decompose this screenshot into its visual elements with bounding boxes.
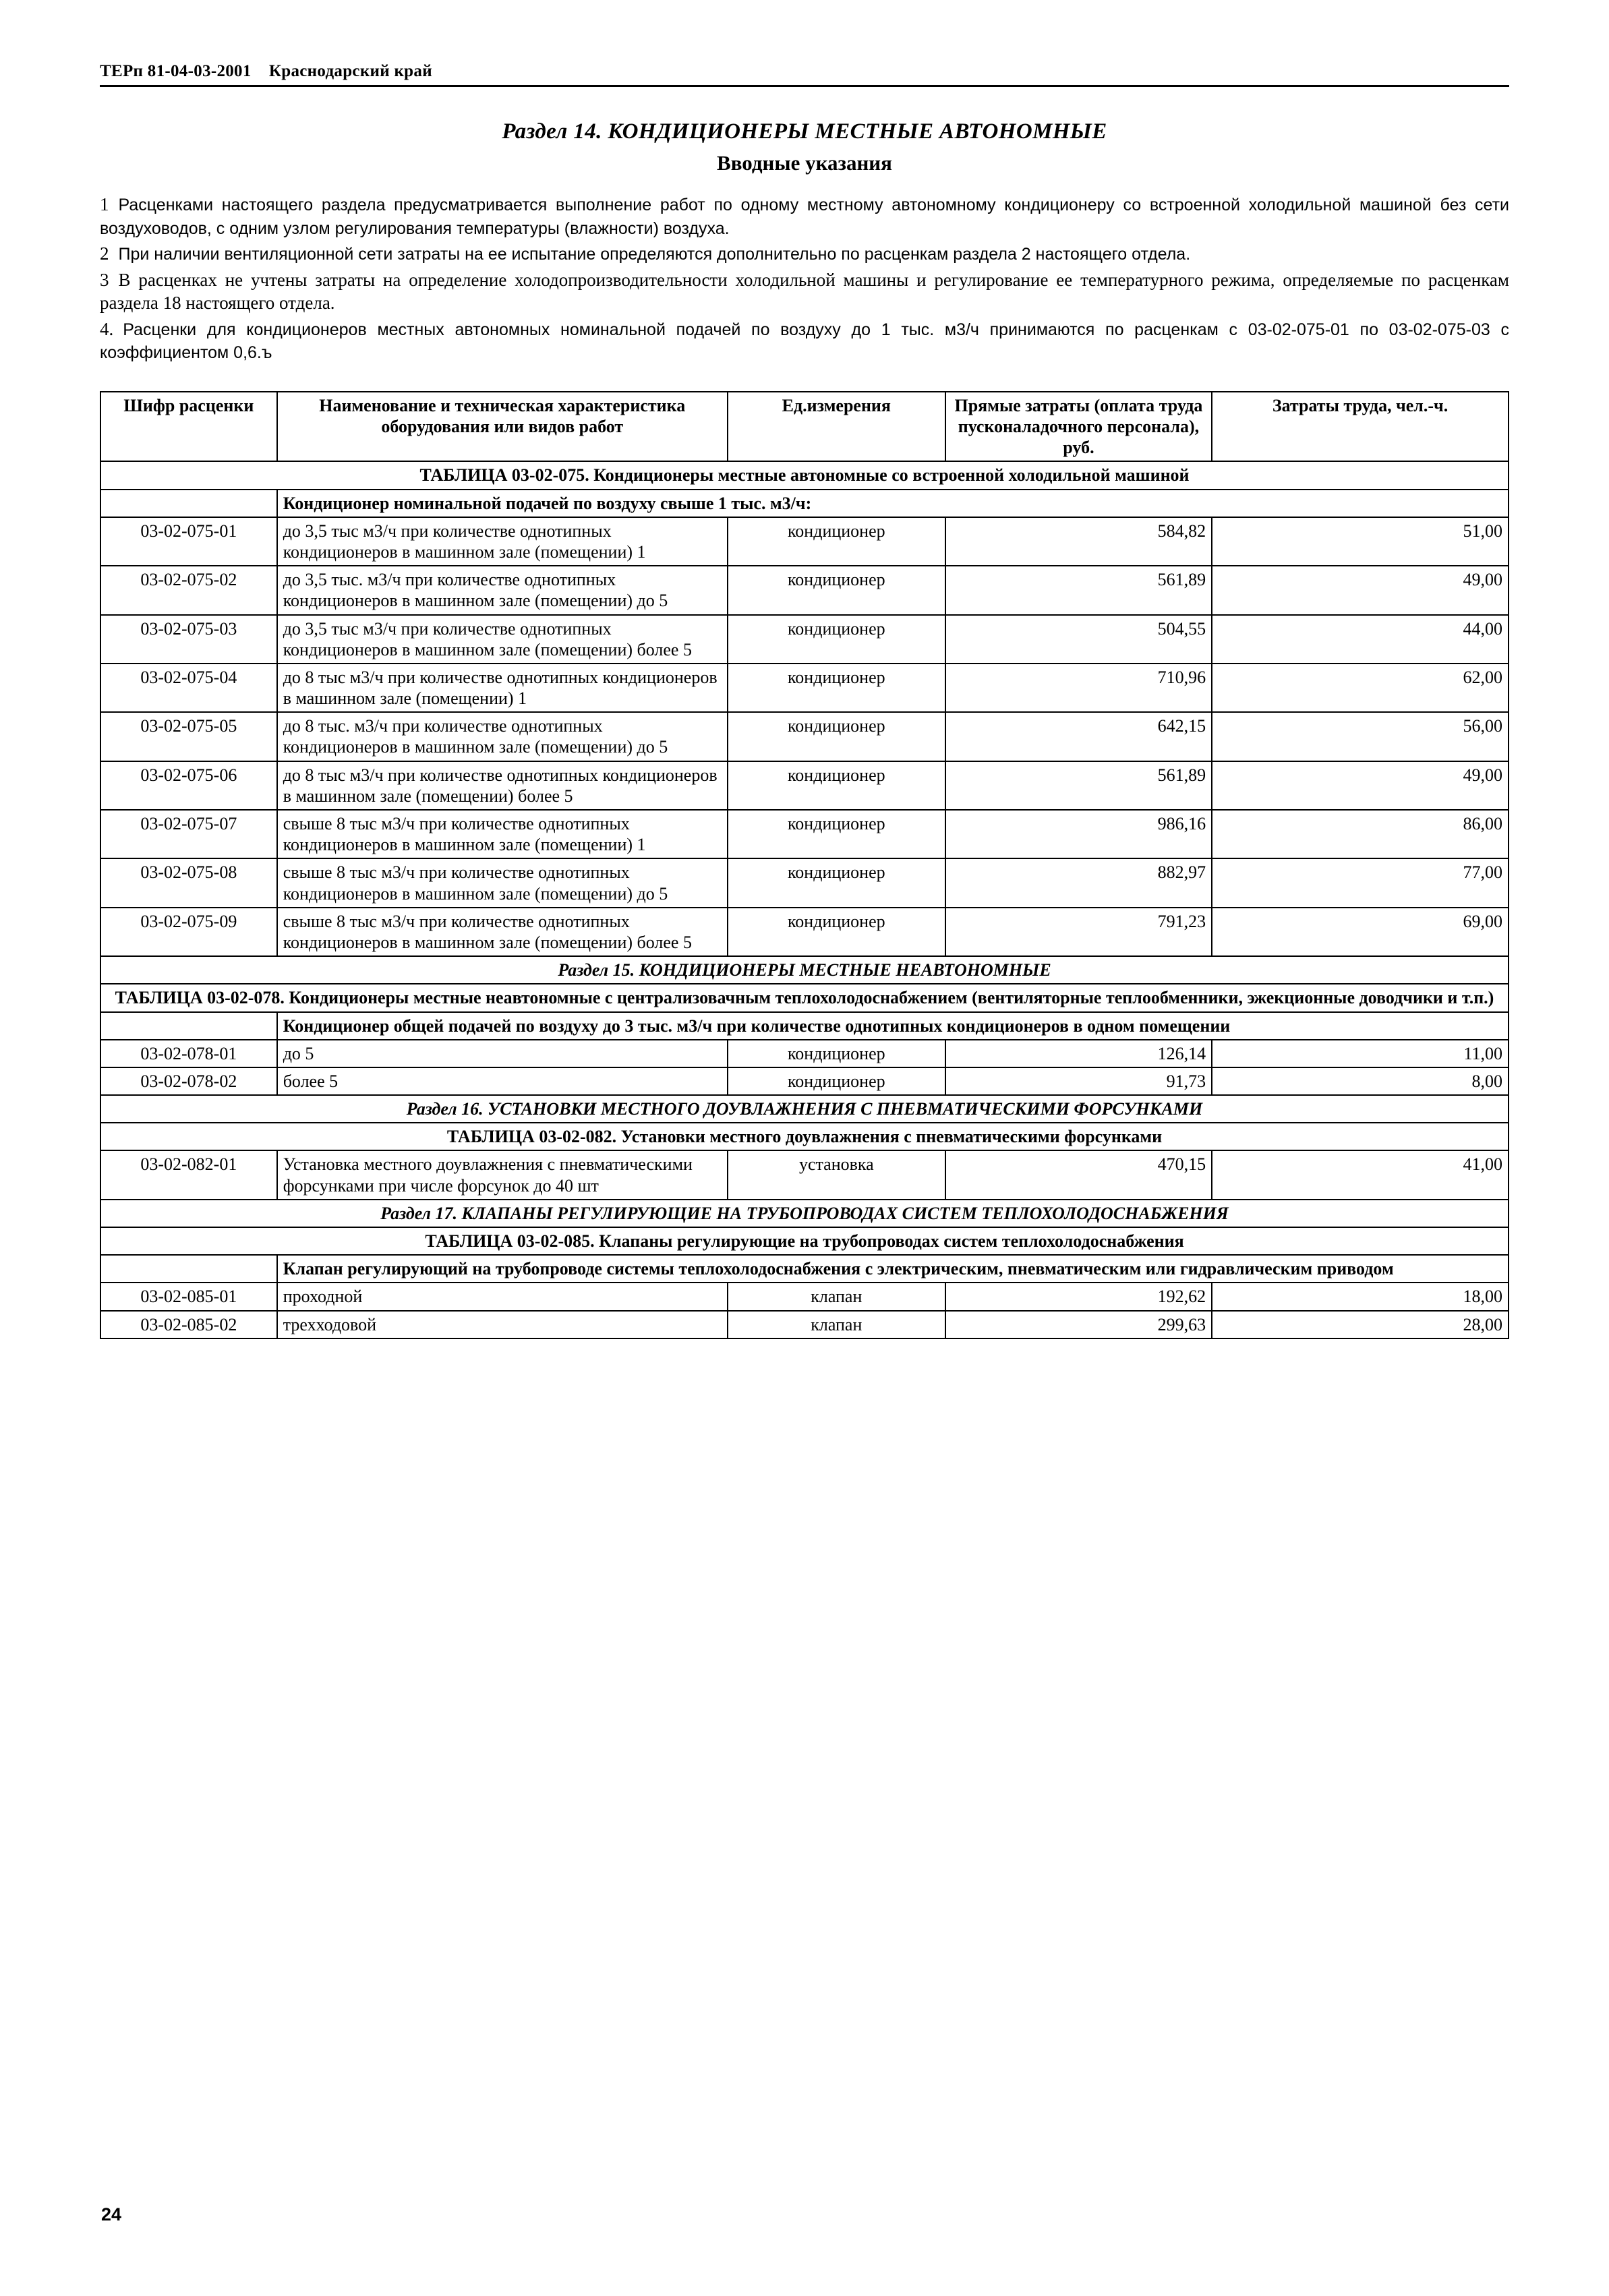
- cell-labor-cost: 51,00: [1212, 517, 1509, 566]
- cell-description: проходной: [277, 1283, 728, 1310]
- table-banner-row: [100, 461, 1509, 489]
- column-header-unit: Ед.измерения: [728, 392, 945, 462]
- table-row: [100, 1040, 1509, 1067]
- cell-direct-cost: 986,16: [945, 810, 1212, 858]
- table-subheading-spacer: [100, 1012, 277, 1040]
- cell-description: свыше 8 тыс м3/ч при количестве однотипных кондиционеров в машинном зале (помещении) 1: [277, 810, 728, 858]
- cell-description: более 5: [277, 1067, 728, 1095]
- table-subheading-spacer: [100, 1255, 277, 1283]
- cell-rate-code: 03-02-075-07: [100, 810, 277, 858]
- cell-labor-cost: 8,00: [1212, 1067, 1509, 1095]
- cell-unit: клапан: [728, 1283, 945, 1310]
- document-header: [100, 62, 1509, 85]
- table-row: [100, 615, 1509, 664]
- intro-paragraph-number: 2: [100, 243, 109, 264]
- table-banner-text: ТАБЛИЦА 03-02-075. Кондиционеры местные автономные со встроенной холодильной машиной: [100, 461, 1509, 489]
- table-row: [100, 712, 1509, 761]
- cell-labor-cost: 69,00: [1212, 908, 1509, 956]
- intro-paragraph-text: При наличии вентиляционной сети затраты на ее испытание определяются дополнительно по расценкам раздела 2 настоящего отдела.: [118, 245, 1191, 264]
- cell-unit: кондиционер: [728, 908, 945, 956]
- cell-rate-code: 03-02-078-02: [100, 1067, 277, 1095]
- document-region: Краснодарский край: [268, 62, 432, 80]
- table-banner-text: Раздел 17. КЛАПАНЫ РЕГУЛИРУЮЩИЕ НА ТРУБОПРОВОДАХ СИСТЕМ ТЕПЛОХОЛОДОСНАБЖЕНИЯ: [100, 1200, 1509, 1227]
- cell-unit: кондиционер: [728, 615, 945, 664]
- intro-paragraph: [100, 193, 1509, 239]
- cell-labor-cost: 44,00: [1212, 615, 1509, 664]
- cell-labor-cost: 49,00: [1212, 566, 1509, 614]
- table-banner-row: [100, 1095, 1509, 1123]
- cell-labor-cost: 56,00: [1212, 712, 1509, 761]
- cell-labor-cost: 11,00: [1212, 1040, 1509, 1067]
- cell-description: до 3,5 тыс м3/ч при количестве однотипных кондиционеров в машинном зале (помещении) более 5: [277, 615, 728, 664]
- cell-description: до 5: [277, 1040, 728, 1067]
- cell-description: до 8 тыс. м3/ч при количестве однотипных кондиционеров в машинном зале (помещении) до 5: [277, 712, 728, 761]
- cell-labor-cost: 41,00: [1212, 1150, 1509, 1199]
- column-header-labor: Затраты труда, чел.-ч.: [1212, 392, 1509, 462]
- table-row: [100, 1150, 1509, 1199]
- intro-paragraph-number: 4.: [100, 318, 114, 339]
- table-banner-text: Раздел 15. КОНДИЦИОНЕРЫ МЕСТНЫЕ НЕАВТОНОМНЫЕ: [100, 956, 1509, 984]
- cell-direct-cost: 710,96: [945, 664, 1212, 712]
- intro-paragraph: [100, 318, 1509, 364]
- cell-labor-cost: 28,00: [1212, 1311, 1509, 1338]
- table-subheading-spacer: [100, 490, 277, 517]
- rates-table: [100, 391, 1509, 1339]
- cell-rate-code: 03-02-075-06: [100, 761, 277, 810]
- table-banner-text: ТАБЛИЦА 03-02-078. Кондиционеры местные неавтономные с централизовачным теплохолодоснабжением (вентиляторные теплообменники, эжекционные доводчики и т.п.): [100, 984, 1509, 1011]
- table-banner-row: [100, 1123, 1509, 1150]
- table-subheading-text: Кондиционер общей подачей по воздуху до 3 тыс. м3/ч при количестве однотипных кондиционеров в одном помещении: [277, 1012, 1509, 1040]
- cell-unit: клапан: [728, 1311, 945, 1338]
- intro-paragraphs: [100, 193, 1509, 364]
- cell-direct-cost: 504,55: [945, 615, 1212, 664]
- cell-unit: кондиционер: [728, 664, 945, 712]
- column-header-code: Шифр расценки: [100, 392, 277, 462]
- cell-description: до 3,5 тыс м3/ч при количестве однотипных кондиционеров в машинном зале (помещении) 1: [277, 517, 728, 566]
- intro-paragraph-number: 1: [100, 194, 109, 214]
- table-banner-text: Раздел 16. УСТАНОВКИ МЕСТНОГО ДОУВЛАЖНЕНИЯ С ПНЕВМАТИЧЕСКИМИ ФОРСУНКАМИ: [100, 1095, 1509, 1123]
- page-subtitle: Вводные указания: [717, 151, 892, 175]
- cell-labor-cost: 77,00: [1212, 858, 1509, 907]
- cell-unit: кондиционер: [728, 712, 945, 761]
- table-row: [100, 566, 1509, 614]
- cell-unit: установка: [728, 1150, 945, 1199]
- document-code: ТЕРп 81-04-03-2001: [100, 62, 252, 80]
- table-banner-row: [100, 1200, 1509, 1227]
- table-subheading-row: [100, 1255, 1509, 1283]
- cell-labor-cost: 62,00: [1212, 664, 1509, 712]
- cell-rate-code: 03-02-075-09: [100, 908, 277, 956]
- table-row: [100, 1311, 1509, 1338]
- cell-direct-cost: 126,14: [945, 1040, 1212, 1067]
- page-number: 24: [101, 2204, 122, 2225]
- page-title: Раздел 14. КОНДИЦИОНЕРЫ МЕСТНЫЕ АВТОНОМНЫЕ: [502, 119, 1107, 144]
- intro-paragraph: [100, 268, 1509, 315]
- cell-direct-cost: 299,63: [945, 1311, 1212, 1338]
- cell-description: трехходовой: [277, 1311, 728, 1338]
- cell-rate-code: 03-02-085-02: [100, 1311, 277, 1338]
- intro-paragraph: [100, 242, 1509, 266]
- cell-labor-cost: 86,00: [1212, 810, 1509, 858]
- cell-rate-code: 03-02-082-01: [100, 1150, 277, 1199]
- cell-description: Установка местного доувлажнения с пневматическими форсунками при числе форсунок до 40 шт: [277, 1150, 728, 1199]
- intro-paragraph-number: 3: [100, 269, 109, 290]
- table-row: [100, 761, 1509, 810]
- cell-direct-cost: 882,97: [945, 858, 1212, 907]
- table-row: [100, 1067, 1509, 1095]
- cell-description: до 8 тыс м3/ч при количестве однотипных кондиционеров в машинном зале (помещении) 1: [277, 664, 728, 712]
- cell-unit: кондиционер: [728, 517, 945, 566]
- cell-description: до 3,5 тыс. м3/ч при количестве однотипных кондиционеров в машинном зале (помещении) до 5: [277, 566, 728, 614]
- column-header-cost: Прямые затраты (оплата труда пусконаладочного персонала), руб.: [945, 392, 1212, 462]
- table-subheading-row: [100, 1012, 1509, 1040]
- table-row: [100, 858, 1509, 907]
- table-row: [100, 664, 1509, 712]
- cell-rate-code: 03-02-075-03: [100, 615, 277, 664]
- column-header-name: Наименование и техническая характеристика оборудования или видов работ: [277, 392, 728, 462]
- cell-direct-cost: 791,23: [945, 908, 1212, 956]
- intro-paragraph-text: В расценках не учтены затраты на определение холодопроизводительности холодильной машины и регулирование ее температурного режима, определяемые по расценкам раздела 18 настоящего отдела.: [100, 269, 1509, 314]
- cell-description: свыше 8 тыс м3/ч при количестве однотипных кондиционеров в машинном зале (помещении) более 5: [277, 908, 728, 956]
- cell-unit: кондиционер: [728, 1067, 945, 1095]
- cell-unit: кондиционер: [728, 858, 945, 907]
- table-row: [100, 1283, 1509, 1310]
- cell-rate-code: 03-02-075-01: [100, 517, 277, 566]
- table-subheading-row: [100, 490, 1509, 517]
- table-banner-row: [100, 956, 1509, 984]
- intro-paragraph-text: Расценки для кондиционеров местных автономных номинальной подачей по воздуху до 1 тыс. м3/ч принимаются по расценкам с 03-02-075-01 по 03-02-075-03 с коэффициентом 0,6.ъ: [100, 320, 1509, 363]
- cell-direct-cost: 642,15: [945, 712, 1212, 761]
- cell-labor-cost: 18,00: [1212, 1283, 1509, 1310]
- cell-rate-code: 03-02-075-05: [100, 712, 277, 761]
- table-row: [100, 810, 1509, 858]
- table-row: [100, 908, 1509, 956]
- table-subheading-text: Кондиционер номинальной подачей по воздуху свыше 1 тыс. м3/ч:: [277, 490, 1509, 517]
- table-banner-text: ТАБЛИЦА 03-02-085. Клапаны регулирующие на трубопроводах систем теплохолодоснабжения: [100, 1227, 1509, 1255]
- cell-rate-code: 03-02-075-04: [100, 664, 277, 712]
- table-banner-row: [100, 1227, 1509, 1255]
- intro-paragraph-text: Расценками настоящего раздела предусматривается выполнение работ по одному местному автономному кондиционеру со встроенной холодильной машиной без сети воздуховодов, с одним узлом регулирования температуры (влажности) воздуха.: [100, 196, 1509, 238]
- cell-rate-code: 03-02-075-02: [100, 566, 277, 614]
- cell-unit: кондиционер: [728, 810, 945, 858]
- cell-direct-cost: 470,15: [945, 1150, 1212, 1199]
- cell-unit: кондиционер: [728, 1040, 945, 1067]
- cell-direct-cost: 561,89: [945, 761, 1212, 810]
- table-banner-text: ТАБЛИЦА 03-02-082. Установки местного доувлажнения с пневматическими форсунками: [100, 1123, 1509, 1150]
- cell-rate-code: 03-02-075-08: [100, 858, 277, 907]
- header-divider: [100, 85, 1509, 87]
- table-body: [100, 461, 1509, 1338]
- cell-direct-cost: 584,82: [945, 517, 1212, 566]
- table-row: [100, 517, 1509, 566]
- cell-description: до 8 тыс м3/ч при количестве однотипных кондиционеров в машинном зале (помещении) более 5: [277, 761, 728, 810]
- cell-unit: кондиционер: [728, 761, 945, 810]
- table-subheading-text: Клапан регулирующий на трубопроводе системы теплохолодоснабжения с электрическим, пневматическим или гидравлическим приводом: [277, 1255, 1509, 1283]
- cell-rate-code: 03-02-078-01: [100, 1040, 277, 1067]
- table-banner-row: [100, 984, 1509, 1011]
- cell-labor-cost: 49,00: [1212, 761, 1509, 810]
- cell-direct-cost: 561,89: [945, 566, 1212, 614]
- cell-rate-code: 03-02-085-01: [100, 1283, 277, 1310]
- cell-direct-cost: 192,62: [945, 1283, 1212, 1310]
- table-header: [100, 392, 1509, 462]
- cell-unit: кондиционер: [728, 566, 945, 614]
- cell-direct-cost: 91,73: [945, 1067, 1212, 1095]
- cell-description: свыше 8 тыс м3/ч при количестве однотипных кондиционеров в машинном зале (помещении) до 5: [277, 858, 728, 907]
